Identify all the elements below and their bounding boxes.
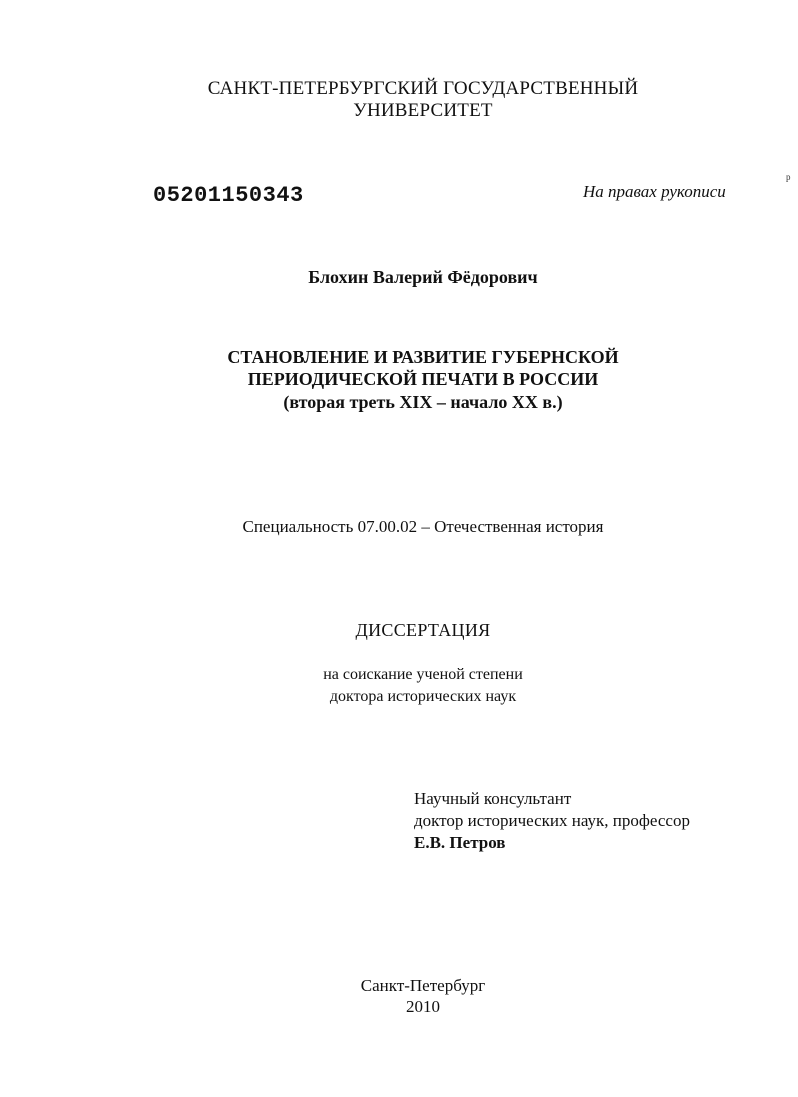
margin-mark: p [786,172,791,182]
advisor-credentials: доктор исторических наук, профессор [414,811,690,830]
document-number: 05201150343 [153,183,304,208]
degree-line-1: на соискание ученой степени [323,666,523,683]
dissertation-title-line-1: СТАНОВЛЕНИЕ И РАЗВИТИЕ ГУБЕРНСКОЙ [227,347,619,367]
dissertation-title-line-2: ПЕРИОДИЧЕСКОЙ ПЕЧАТИ В РОССИИ [247,369,599,389]
city: Санкт-Петербург [360,976,486,995]
author-name: Блохин Валерий Фёдорович [308,267,538,287]
advisor-name: Е.В. Петров [414,833,506,852]
year: 2010 [406,997,440,1016]
degree-line-2: доктора исторических наук [329,688,517,705]
speciality: Специальность 07.00.02 – Отечественная история [242,517,604,536]
advisor-role: Научный консультант [414,789,572,808]
university-name-line-2: УНИВЕРСИТЕТ [353,100,493,121]
manuscript-rights-note: На правах рукописи [583,182,726,201]
university-name-line-1: САНКТ-ПЕТЕРБУРГСКИЙ ГОСУДАРСТВЕННЫЙ [207,78,639,99]
dissertation-title-period: (вторая треть XIX – начало XX в.) [283,392,563,412]
work-type: ДИССЕРТАЦИЯ [355,620,491,640]
